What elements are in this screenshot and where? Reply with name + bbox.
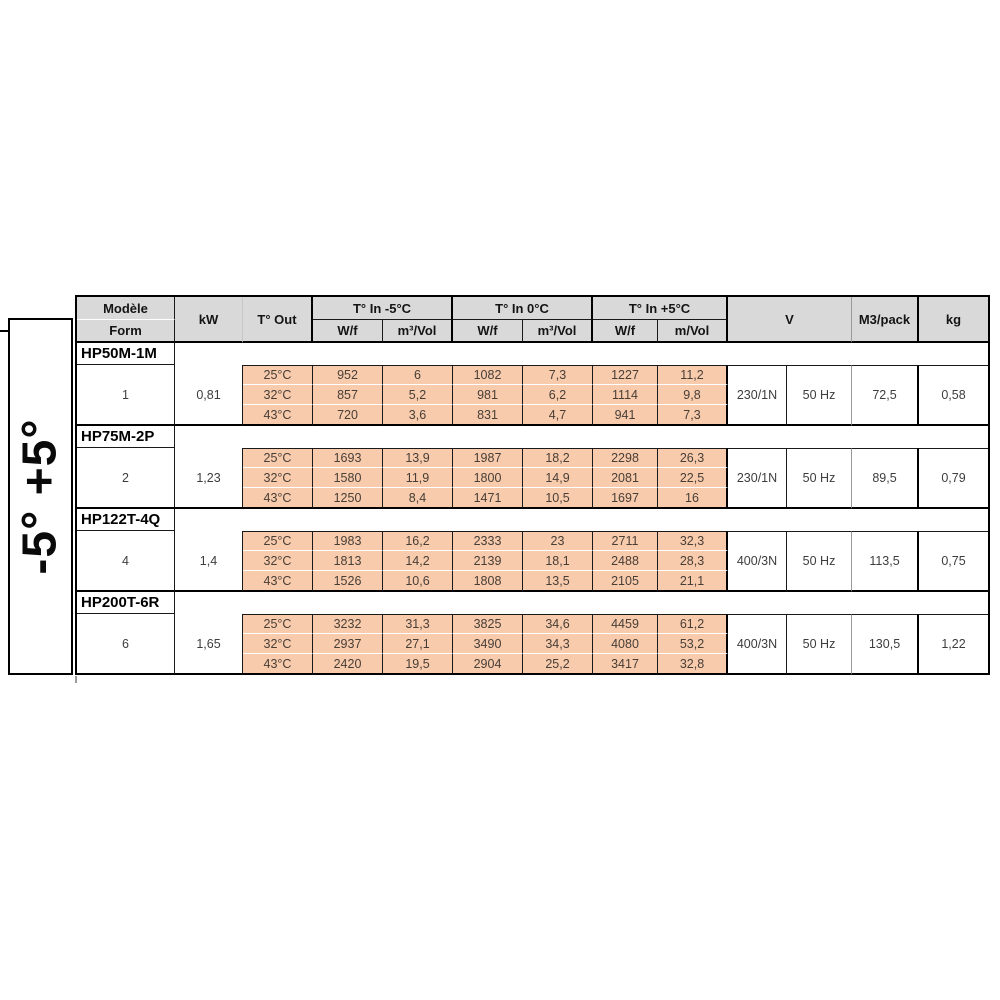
data-cell: 1987	[453, 448, 523, 468]
header-wf-plus5: W/f	[593, 320, 658, 343]
freq-cell: 50 Hz	[787, 365, 852, 426]
data-cell: 2488	[593, 551, 658, 571]
data-cell: 10,5	[523, 488, 593, 509]
kg-cell: 0,58	[919, 365, 988, 426]
data-cell: 34,3	[523, 634, 593, 654]
data-cell: 11,9	[383, 468, 453, 488]
data-cell: 4459	[593, 614, 658, 634]
data-cell: 9,8	[658, 385, 728, 405]
voltage-cell: 230/1N	[728, 448, 787, 509]
data-cell: 952	[313, 365, 383, 385]
data-cell: 3,6	[383, 405, 453, 426]
t-out-cell: 25°C	[243, 531, 313, 551]
kg-cell: 1,22	[919, 614, 988, 675]
t-out-cell: 32°C	[243, 385, 313, 405]
data-cell: 2711	[593, 531, 658, 551]
data-cell: 26,3	[658, 448, 728, 468]
data-cell: 2937	[313, 634, 383, 654]
data-cell: 2904	[453, 654, 523, 675]
m3pack-cell: 130,5	[852, 614, 919, 675]
kg-cell: 0,79	[919, 448, 988, 509]
data-cell: 4,7	[523, 405, 593, 426]
header-t-in-0: T° In 0°C	[453, 297, 593, 320]
data-cell: 14,2	[383, 551, 453, 571]
t-out-cell: 43°C	[243, 488, 313, 509]
data-cell: 10,6	[383, 571, 453, 592]
t-out-cell: 25°C	[243, 365, 313, 385]
voltage-cell: 400/3N	[728, 614, 787, 675]
t-out-cell: 43°C	[243, 654, 313, 675]
kw-value: 1,65	[175, 614, 243, 675]
data-cell: 61,2	[658, 614, 728, 634]
form-value: 6	[77, 614, 175, 675]
data-cell: 18,2	[523, 448, 593, 468]
data-cell: 1693	[313, 448, 383, 468]
data-cell: 3490	[453, 634, 523, 654]
data-cell: 941	[593, 405, 658, 426]
data-cell: 4080	[593, 634, 658, 654]
data-cell: 1983	[313, 531, 383, 551]
model-row-filler	[175, 426, 988, 448]
header-mvol-0: m³/Vol	[523, 320, 593, 343]
data-cell: 32,8	[658, 654, 728, 675]
t-out-cell: 32°C	[243, 634, 313, 654]
m3pack-cell: 89,5	[852, 448, 919, 509]
data-cell: 2081	[593, 468, 658, 488]
header-voltage: V	[728, 297, 852, 343]
voltage-cell: 400/3N	[728, 531, 787, 592]
header-t-out: T° Out	[243, 297, 313, 343]
data-cell: 1526	[313, 571, 383, 592]
model-name: HP75M-2P	[77, 426, 175, 448]
voltage-cell: 230/1N	[728, 365, 787, 426]
data-cell: 31,3	[383, 614, 453, 634]
data-cell: 16	[658, 488, 728, 509]
model-name: HP122T-4Q	[77, 509, 175, 531]
data-cell: 1250	[313, 488, 383, 509]
model-row-filler	[175, 343, 988, 365]
data-cell: 53,2	[658, 634, 728, 654]
data-cell: 27,1	[383, 634, 453, 654]
m3pack-cell: 113,5	[852, 531, 919, 592]
data-cell: 1580	[313, 468, 383, 488]
header-modele: Modèle	[77, 297, 175, 320]
data-cell: 1813	[313, 551, 383, 571]
data-cell: 25,2	[523, 654, 593, 675]
freq-cell: 50 Hz	[787, 448, 852, 509]
form-value: 2	[77, 448, 175, 509]
data-cell: 7,3	[658, 405, 728, 426]
data-cell: 1114	[593, 385, 658, 405]
m3pack-cell: 72,5	[852, 365, 919, 426]
freq-cell: 50 Hz	[787, 614, 852, 675]
header-mvol-plus5: m/Vol	[658, 320, 728, 343]
data-cell: 19,5	[383, 654, 453, 675]
data-cell: 2105	[593, 571, 658, 592]
data-cell: 857	[313, 385, 383, 405]
t-out-cell: 25°C	[243, 448, 313, 468]
data-cell: 5,2	[383, 385, 453, 405]
data-cell: 1471	[453, 488, 523, 509]
data-cell: 2139	[453, 551, 523, 571]
data-cell: 18,1	[523, 551, 593, 571]
data-cell: 13,5	[523, 571, 593, 592]
data-cell: 23	[523, 531, 593, 551]
data-cell: 3825	[453, 614, 523, 634]
header-t-in-minus5: T° In -5°C	[313, 297, 453, 320]
kw-value: 1,4	[175, 531, 243, 592]
header-kg: kg	[919, 297, 988, 343]
t-out-cell: 25°C	[243, 614, 313, 634]
data-cell: 22,5	[658, 468, 728, 488]
data-cell: 720	[313, 405, 383, 426]
data-cell: 1808	[453, 571, 523, 592]
bottom-tick-mark	[75, 676, 77, 683]
data-cell: 6	[383, 365, 453, 385]
header-wf-0: W/f	[453, 320, 523, 343]
data-cell: 14,9	[523, 468, 593, 488]
data-table	[75, 295, 990, 675]
t-out-cell: 32°C	[243, 468, 313, 488]
kg-cell: 0,75	[919, 531, 988, 592]
data-cell: 13,9	[383, 448, 453, 468]
data-cell: 21,1	[658, 571, 728, 592]
data-cell: 8,4	[383, 488, 453, 509]
data-cell: 34,6	[523, 614, 593, 634]
data-cell: 2420	[313, 654, 383, 675]
data-cell: 7,3	[523, 365, 593, 385]
header-form: Form	[77, 320, 175, 343]
header-mvol-minus5: m³/Vol	[383, 320, 453, 343]
data-cell: 1697	[593, 488, 658, 509]
header-m3pack: M3/pack	[852, 297, 919, 343]
form-value: 4	[77, 531, 175, 592]
form-value: 1	[77, 365, 175, 426]
header-kw: kW	[175, 297, 243, 343]
data-cell: 32,3	[658, 531, 728, 551]
side-label-box	[8, 318, 73, 675]
t-out-cell: 43°C	[243, 405, 313, 426]
data-cell: 6,2	[523, 385, 593, 405]
header-wf-minus5: W/f	[313, 320, 383, 343]
data-cell: 1227	[593, 365, 658, 385]
header-t-in-plus5: T° In +5°C	[593, 297, 728, 320]
model-row-filler	[175, 509, 988, 531]
side-label: -5° +5°	[14, 418, 68, 575]
model-name: HP50M-1M	[77, 343, 175, 365]
model-row-filler	[175, 592, 988, 614]
data-cell: 16,2	[383, 531, 453, 551]
data-cell: 28,3	[658, 551, 728, 571]
data-cell: 3232	[313, 614, 383, 634]
t-out-cell: 32°C	[243, 551, 313, 571]
freq-cell: 50 Hz	[787, 531, 852, 592]
data-cell: 981	[453, 385, 523, 405]
data-cell: 1800	[453, 468, 523, 488]
data-cell: 3417	[593, 654, 658, 675]
data-cell: 2333	[453, 531, 523, 551]
data-cell: 1082	[453, 365, 523, 385]
data-cell: 2298	[593, 448, 658, 468]
kw-value: 1,23	[175, 448, 243, 509]
data-cell: 831	[453, 405, 523, 426]
model-name: HP200T-6R	[77, 592, 175, 614]
kw-value: 0,81	[175, 365, 243, 426]
t-out-cell: 43°C	[243, 571, 313, 592]
data-cell: 11,2	[658, 365, 728, 385]
